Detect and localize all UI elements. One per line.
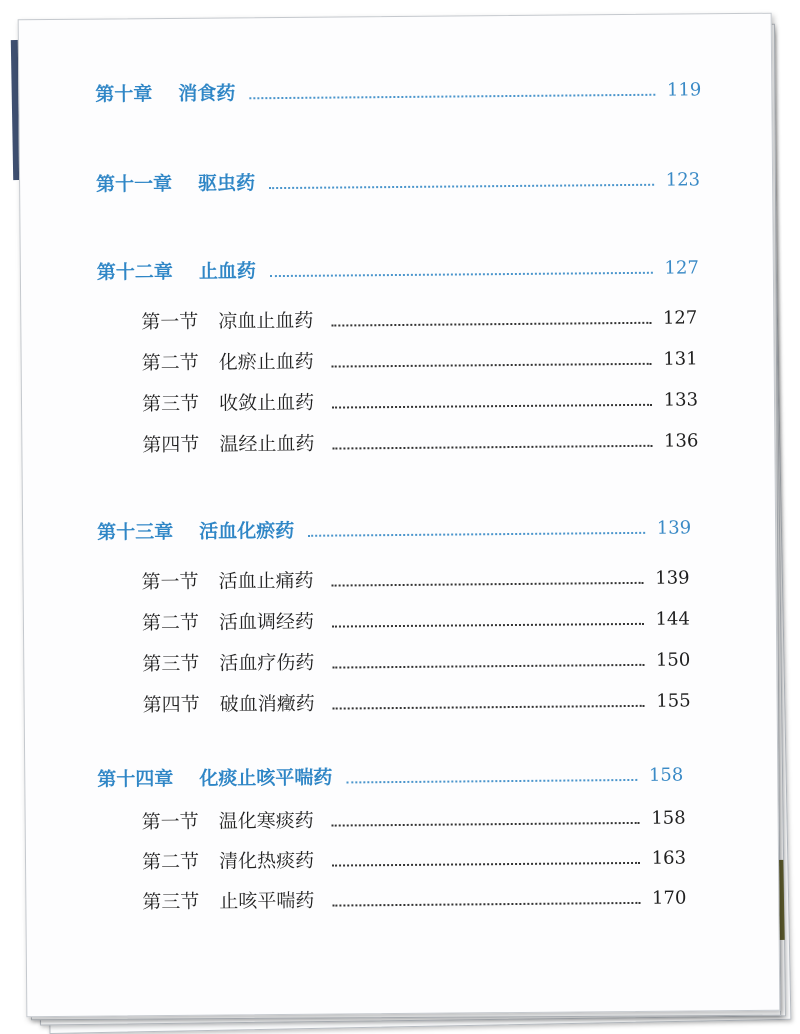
toc-section[interactable]	[142, 803, 686, 835]
chapter-title: 消食药	[178, 82, 236, 105]
chapter-title: 驱虫药	[198, 172, 256, 195]
dot-leader	[331, 322, 651, 327]
section-page-number: 133	[663, 389, 699, 411]
chapter-page-number: 127	[664, 257, 699, 279]
chapter-number: 第十一章	[96, 172, 173, 196]
toc-section[interactable]	[142, 384, 698, 416]
dot-leader	[270, 272, 653, 277]
toc-section[interactable]	[141, 302, 697, 334]
section-title: 活血止痛药	[218, 569, 314, 593]
dot-leader	[332, 862, 640, 867]
dot-leader	[332, 363, 652, 368]
dot-leader	[332, 664, 644, 669]
toc-page	[18, 13, 781, 1018]
section-number: 第四节	[142, 433, 200, 457]
toc-chapter-12[interactable]	[97, 252, 699, 284]
dot-leader	[332, 404, 652, 409]
dot-leader	[269, 184, 654, 189]
section-page-number: 150	[655, 649, 691, 671]
chapter-page-number: 158	[648, 764, 684, 786]
section-number: 第二节	[141, 351, 199, 375]
chapter-number: 第十二章	[96, 260, 173, 284]
section-number: 第三节	[142, 652, 200, 676]
dot-leader	[249, 94, 655, 100]
chapter-title: 活血化瘀药	[199, 519, 295, 543]
section-page-number: 158	[651, 807, 686, 829]
section-number: 第一节	[141, 570, 199, 594]
dot-leader	[332, 445, 652, 450]
section-title: 化瘀止血药	[218, 350, 314, 374]
section-page-number: 127	[662, 307, 698, 329]
toc-chapter-13[interactable]	[97, 512, 691, 544]
section-title: 温化寒痰药	[218, 809, 314, 833]
toc-section[interactable]	[142, 644, 690, 676]
section-number: 第二节	[141, 850, 200, 874]
dot-leader	[332, 582, 644, 587]
toc-section[interactable]	[142, 603, 690, 635]
section-page-number: 139	[655, 567, 690, 589]
section-title: 活血疗伤药	[219, 651, 315, 675]
section-page-number: 144	[655, 608, 691, 630]
section-title: 收敛止血药	[218, 391, 315, 415]
toc-section[interactable]	[142, 883, 686, 915]
chapter-title: 止血药	[198, 260, 256, 283]
section-page-number: 163	[651, 847, 687, 869]
section-number: 第一节	[141, 810, 199, 834]
table-of-contents	[19, 14, 780, 1017]
section-number: 第三节	[141, 392, 200, 416]
chapter-number: 第十章	[95, 83, 153, 106]
toc-section[interactable]	[142, 425, 698, 457]
toc-section[interactable]	[141, 562, 689, 594]
section-number: 第一节	[141, 310, 199, 334]
dot-leader	[333, 705, 645, 710]
section-title: 凉血止血药	[218, 309, 314, 333]
section-page-number: 131	[663, 348, 698, 370]
section-page-number: 170	[651, 887, 687, 909]
toc-section[interactable]	[143, 685, 691, 717]
chapter-number: 第十三章	[97, 520, 174, 544]
section-title: 温经止血药	[219, 432, 315, 456]
chapter-page-number: 123	[665, 169, 701, 191]
toc-section[interactable]	[142, 343, 698, 375]
toc-chapter-14[interactable]	[97, 760, 683, 792]
chapter-title: 化痰止咳平喘药	[199, 766, 333, 790]
section-number: 第三节	[142, 890, 200, 914]
section-number: 第二节	[141, 611, 200, 635]
dot-leader	[308, 532, 645, 537]
section-page-number: 155	[656, 690, 691, 712]
dot-leader	[332, 902, 640, 907]
dot-leader	[332, 822, 640, 827]
dot-leader	[332, 623, 644, 628]
section-title: 止咳平喘药	[219, 889, 315, 913]
section-page-number: 136	[663, 430, 699, 452]
toc-chapter-10[interactable]	[95, 74, 701, 106]
chapter-page-number: 119	[666, 79, 702, 101]
section-title: 清化热痰药	[218, 849, 315, 873]
chapter-number: 第十四章	[97, 767, 174, 791]
chapter-page-number: 139	[656, 517, 692, 539]
toc-section[interactable]	[142, 843, 686, 875]
toc-chapter-11[interactable]	[96, 164, 700, 196]
dot-leader	[346, 779, 637, 784]
section-number: 第四节	[142, 693, 200, 717]
section-title: 破血消癥药	[219, 692, 315, 716]
section-title: 活血调经药	[218, 610, 315, 634]
